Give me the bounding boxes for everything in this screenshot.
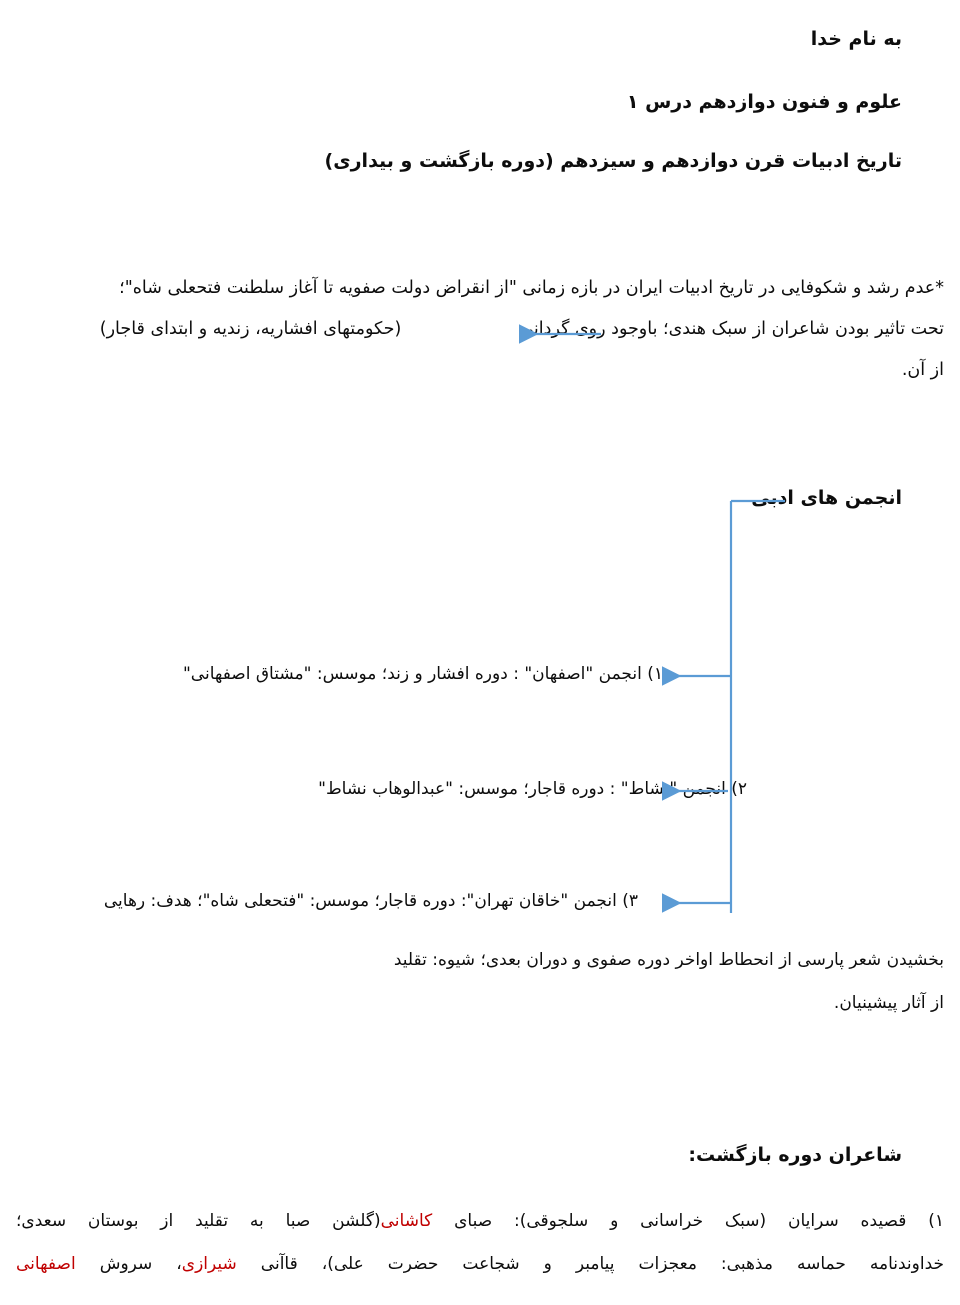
intro-line-1: *عدم رشد و شکوفایی در تاریخ ادبیات ایران در بازه زمانی "از انقراض دولت صفویه تا آغاز سلطنت فتحعلی شاه"؛ bbox=[119, 278, 944, 298]
intro-line-2-left-text: تحت تاثیر بودن شاعران از سبک هندی؛ باوجود روی گردانی bbox=[519, 319, 944, 340]
poets-highlight-kashani: کاشانی bbox=[380, 1211, 433, 1231]
intro-paragraph bbox=[16, 268, 944, 391]
society-item-2: ۲) انجمن "نشاط" : دوره قاجار؛ موسس: "عبدالوهاب نشاط" bbox=[318, 779, 747, 799]
poets-highlight-shirazi: شیرازی bbox=[181, 1254, 237, 1275]
societies-heading: انجمن های ادبی bbox=[751, 487, 902, 509]
society-item-1: ۱) انجمن "اصفهان" : دوره افشار و زند؛ موسس: "مشتاق اصفهانی" bbox=[182, 664, 663, 684]
poets-entry-1-line-1 bbox=[16, 1200, 944, 1243]
poets-entry-1-line-2 bbox=[16, 1243, 944, 1286]
poets-text-segment: خداوندنامه حماسه مذهبی: معجزات پیامبر و شجاعت حضرت علی)، قاآنی bbox=[236, 1254, 944, 1275]
society-item-3-continuation bbox=[16, 939, 944, 1024]
society-item-3-continuation-line-1: بخشیدن شعر پارسی از انحطاط اواخر دوره صفوی و دوران بعدی؛ شیوه: تقلید bbox=[393, 950, 944, 970]
poets-highlight-esfahani: اصفهانی bbox=[16, 1254, 76, 1275]
intro-line-2-right-text: (حکومتهای افشاریه، زندیه و ابتدای قاجار) bbox=[99, 319, 402, 340]
society-item-3: ۳) انجمن "خاقان تهران": دوره قاجار؛ موسس: "فتحعلی شاه"؛ هدف: رهایی bbox=[103, 891, 638, 911]
society-item-3-continuation-line-2: از آثار پیشینیان. bbox=[833, 992, 944, 1013]
poets-text-segment: ۱) قصیده سرایان (سبک خراسانی و سلجوقی): صبای bbox=[432, 1211, 944, 1231]
intro-line-2 bbox=[16, 309, 944, 350]
intro-line-3: از آن. bbox=[901, 360, 944, 381]
poets-entry-1 bbox=[16, 1200, 944, 1287]
header-subject-title: تاریخ ادبیات قرن دوازدهم و سیزدهم (دوره بازگشت و بیداری) bbox=[324, 150, 902, 172]
poets-text-segment: ، سروش bbox=[75, 1254, 182, 1275]
header-course-title: علوم و فنون دوازدهم درس ۱ bbox=[626, 91, 902, 113]
poets-section-heading: شاعران دوره بازگشت: bbox=[688, 1144, 902, 1166]
header-bismillah: به نام خدا bbox=[810, 28, 902, 50]
poets-text-segment: (گلشن صبا به تقلید از بوستان سعدی؛ bbox=[16, 1211, 381, 1231]
